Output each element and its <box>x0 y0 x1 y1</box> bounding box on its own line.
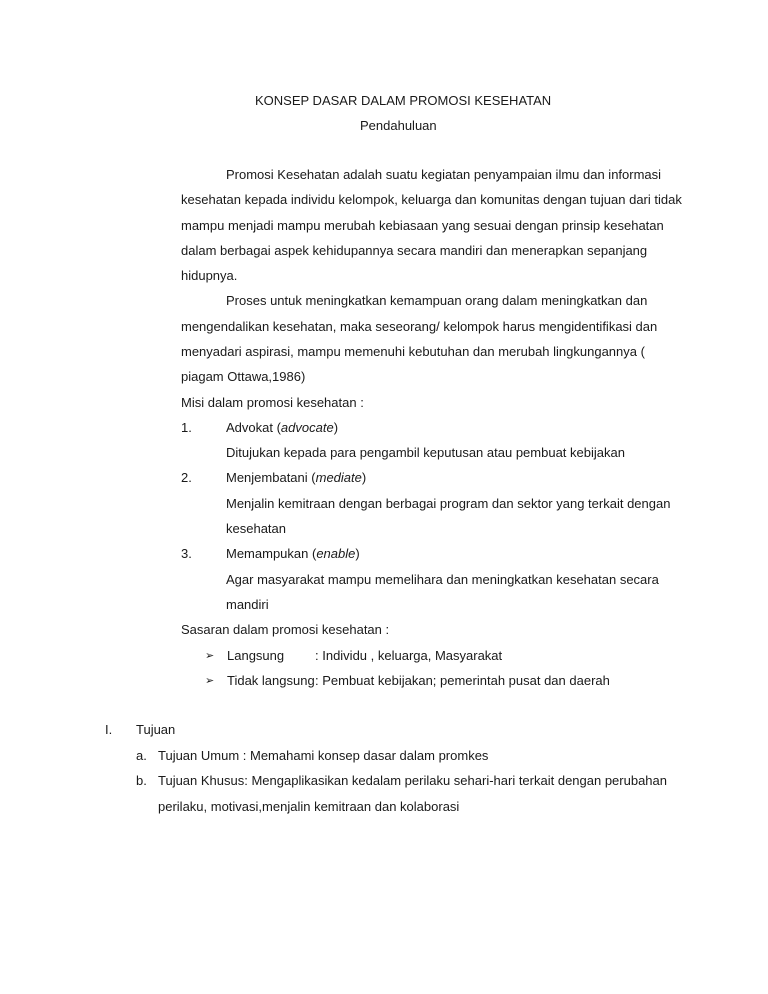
paragraph-line: kesehatan kepada individu kelompok, keluarga dan komunitas dengan tujuan dari tidak <box>181 192 682 207</box>
paragraph-line: mengendalikan kesehatan, maka seseorang/ kelompok harus mengidentifikasi dan <box>181 319 658 334</box>
document-subtitle: Pendahuluan <box>360 118 437 133</box>
list-letter: b. <box>136 773 147 788</box>
misi-heading: Misi dalam promosi kesehatan : <box>181 395 364 410</box>
section-number: I. <box>105 722 113 737</box>
misi-item-memampukan: Memampukan (enable) <box>226 546 360 561</box>
list-number: 1. <box>181 420 192 435</box>
misi-item-description: Agar masyarakat mampu memelihara dan meningkatkan kesehatan secara <box>226 572 659 587</box>
list-number: 2. <box>181 470 192 485</box>
arrow-bullet-icon: ➢ <box>205 650 215 662</box>
document-title: KONSEP DASAR DALAM PROMOSI KESEHATAN <box>255 93 552 108</box>
misi-item-description: Menjalin kemitraan dengan berbagai program dan sektor yang terkait dengan <box>226 496 671 511</box>
list-letter: a. <box>136 748 147 763</box>
tujuan-khusus: Tujuan Khusus: Mengaplikasikan kedalam perilaku sehari-hari terkait dengan perubahan <box>158 773 667 788</box>
sasaran-heading: Sasaran dalam promosi kesehatan : <box>181 622 390 637</box>
paragraph-line: Proses untuk meningkatkan kemampuan orang dalam meningkatkan dan <box>226 293 648 308</box>
misi-item-advokat: Advokat (advocate) <box>226 420 339 435</box>
sasaran-value: : Individu , keluarga, Masyarakat <box>315 648 503 663</box>
misi-item-description: mandiri <box>226 597 269 612</box>
arrow-bullet-icon: ➢ <box>205 675 215 687</box>
section-heading: Tujuan <box>136 722 176 737</box>
tujuan-khusus-continued: perilaku, motivasi,menjalin kemitraan dan kolaborasi <box>158 799 460 814</box>
paragraph-line: piagam Ottawa,1986) <box>181 369 306 384</box>
misi-item-description: kesehatan <box>226 521 286 536</box>
paragraph-line: menyadari aspirasi, mampu memenuhi kebutuhan dan merubah lingkungannya ( <box>181 344 645 359</box>
sasaran-label: Tidak langsung <box>227 673 315 688</box>
misi-item-description: Ditujukan kepada para pengambil keputusan atau pembuat kebijakan <box>226 445 625 460</box>
sasaran-label: Langsung <box>227 648 285 663</box>
list-number: 3. <box>181 546 192 561</box>
paragraph-line: hidupnya. <box>181 268 238 283</box>
paragraph-line: dalam berbagai aspek kehidupannya secara mandiri dan menerapkan sepanjang <box>181 243 648 258</box>
tujuan-umum: Tujuan Umum : Memahami konsep dasar dalam promkes <box>158 748 489 763</box>
paragraph-line: mampu menjadi mampu merubah kebiasaan yang sesuai dengan prinsip kesehatan <box>181 218 664 233</box>
sasaran-value: : Pembuat kebijakan; pemerintah pusat dan daerah <box>315 673 610 688</box>
paragraph-line: Promosi Kesehatan adalah suatu kegiatan penyampaian ilmu dan informasi <box>226 167 662 182</box>
misi-item-menjembatani: Menjembatani (mediate) <box>226 470 367 485</box>
